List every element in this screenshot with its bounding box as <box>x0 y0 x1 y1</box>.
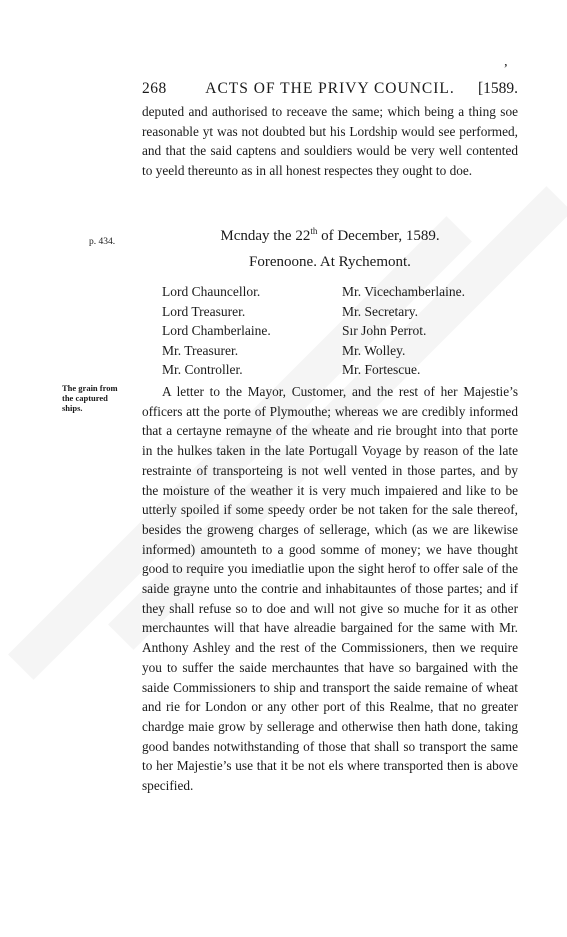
meeting-place: Forenoone. At Rychemont. <box>249 254 411 270</box>
margin-side-note: The grain from the captured ships. <box>62 383 118 413</box>
attendee: Lord Chamberlaine. <box>162 323 271 338</box>
header-mark: ’ <box>503 62 508 77</box>
attendee: Mr. Secretary. <box>342 303 418 319</box>
attendee: Lord Chauncellor. <box>162 284 261 299</box>
attendee: Mr. Vicechamberlaine. <box>342 284 466 299</box>
attendees-right-column <box>342 282 465 380</box>
page-number: 268 <box>142 80 167 97</box>
attendee: Mr. Wolley. <box>342 342 406 358</box>
date-superscript: th <box>310 226 318 236</box>
attendee: Mr. Fortescue. <box>342 362 421 377</box>
attendee: Mr. Controller. <box>162 362 243 377</box>
continuation-paragraph: deputed and authorised to receave the same; which being a thing soe reasonable yt was not doubted but his Lordship would see performed, and that the said captens and souldiers would be very well contented to yeeld thereunto as in all honest respectes they ought to doe. <box>142 104 518 179</box>
letter-paragraph: A letter to the Mayor, Customer, and the rest of her Majestie’s officers att the porte of Plymouthe; whereas we are credibly informed that a certayne remayne of the wheate and rie brought into that porte in the hulkes taken in the late Portugall Voyage by reason of the late restrainte of transporteing is not well vented in those partes, and by the moisture of the weather it is very much impaiered and like to be utterly spoiled if some speedy order be not taken for the sale thereof, besides the groweng charges of sellerage, which (as we are likewise informed) amounteth to a good somme of money; we have thought good to require you imediatlie upon the sight herof to offer sale of the saide grayne unto the contrie and inhabitauntes of those partes; and if they shall refuse so to doe and wıll not give so muche for it as other merchauntes will that have alreadie bargained for the same with Mr. Anthony Ashley and the rest of the Commissioners, then we require you to suffer the saide merchauntes that have so bargained with the saide Commissioners to ship and transport the saide remaine of wheat and rie for London or any other port of this Realme, that no greater chardge maie grow by sellerage and otherwise then hath done, taking good bandes notwithstanding of those that shall so transport the same to her Majestie’s use that it be not els where transported then is above specified. <box>142 384 518 794</box>
date-prefix: Mcnday the 22 <box>220 228 311 244</box>
date-suffix: of December, 1589. <box>317 228 440 244</box>
meeting-date <box>142 226 518 245</box>
attendees-left-column <box>162 282 271 380</box>
attendee: Lord Treasurer. <box>162 303 246 319</box>
attendee: Sır John Perrot. <box>342 323 427 338</box>
page-header <box>142 62 518 102</box>
margin-page-reference: p. 434. <box>89 237 116 247</box>
header-year: [1589. <box>477 80 518 97</box>
attendee: Mr. Treasurer. <box>162 342 239 358</box>
running-title: ACTS OF THE PRIVY COUNCIL. <box>205 80 455 97</box>
